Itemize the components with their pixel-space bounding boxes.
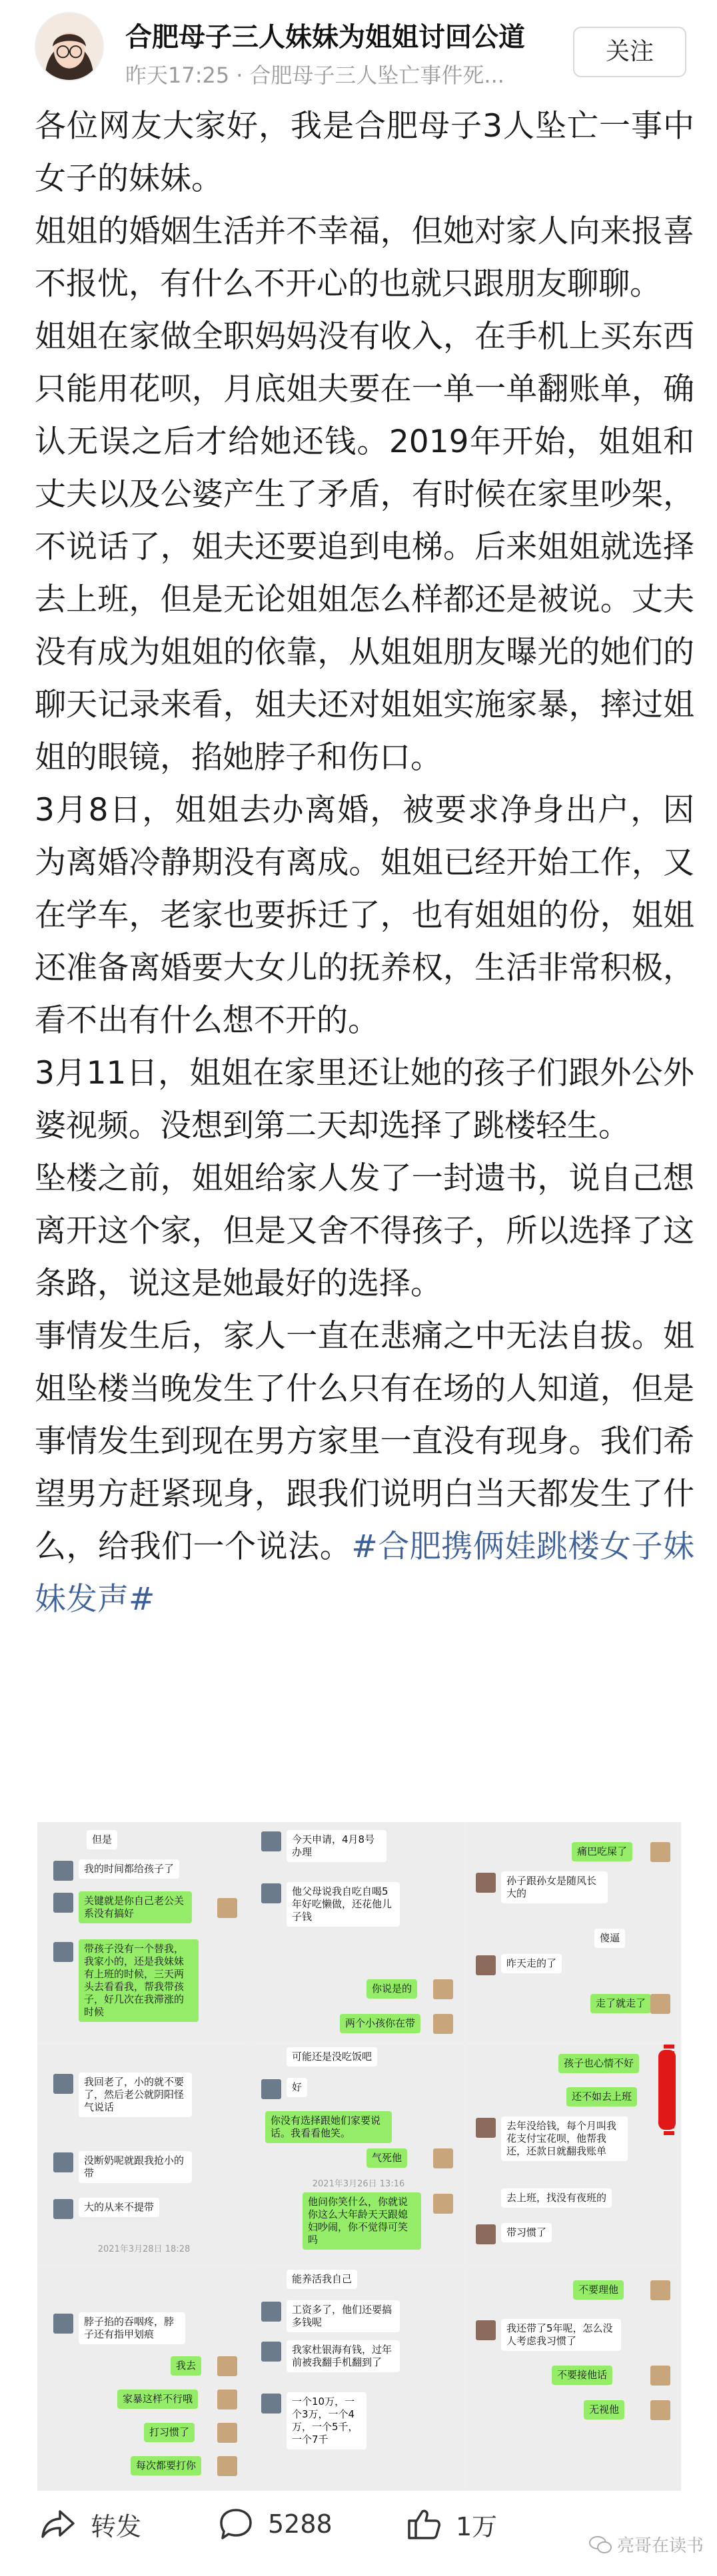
paragraph: 姐姐在家做全职妈妈没有收入，在手机上买东西只能用花呗，月底姐夫要在一单一单翻账单，确认无误之后才给她还钱。2019年开始，姐姐和丈夫以及公婆产生了矛盾，有时候在家里吵架，不说话了，姐夫还要追到电梯。后来姐姐就选择去上班，但是无论姐姐怎么样都还是被说。丈夫没有成为姐姐的依靠，从姐姐朋友曝光的她们的聊天记录来看，姐夫还对姐姐实施家暴，摔过姐姐的眼镜，掐她脖子和伤口。 [35, 318, 694, 776]
chat-timestamp: 2021年3月26日 13:16 [312, 2179, 405, 2189]
chat-bubble: 带习惯了 [501, 2223, 552, 2242]
watermark [589, 2532, 704, 2557]
chat-bubble: 去年没给钱，每个月叫我花支付宝花呗，他帮我还，还款日就翻我账单 [501, 2116, 628, 2161]
chat-avatar [650, 1994, 670, 2014]
chat-avatar [217, 1898, 237, 1918]
chat-avatar [53, 2152, 73, 2172]
chat-bubble: 打习惯了 [144, 2423, 195, 2442]
chat-bubble: 气死他 [366, 2148, 407, 2168]
chat-bubble: 他父母说我自吃自喝5年好吃懒做，还花他儿子钱 [287, 1882, 400, 1927]
paragraph: 各位网友大家好，我是合肥母子3人坠亡一事中女子的妹妹。 [35, 108, 694, 197]
chat-bubble: 傻逼 [594, 1929, 625, 1948]
chat-bubble: 不要理他 [573, 2280, 624, 2300]
chat-panel [466, 1822, 681, 2042]
follow-button[interactable]: 关注 [573, 27, 686, 77]
chat-avatar [53, 1893, 73, 1913]
wechat-icon [589, 2535, 612, 2554]
chat-bubble: 孩子也心情不好 [558, 2054, 639, 2073]
chat-avatar [476, 2320, 496, 2340]
paragraph: 3月11日，姐姐在家里还让她的孩子们跟外公外婆视频。没想到第二天却选择了跳楼轻生。 [35, 1055, 694, 1144]
chat-bubble: 一个10万，一个3万，一个4万，一个5千，一个7千 [287, 2392, 366, 2449]
chat-bubble: 无视他 [584, 2400, 624, 2419]
red-redaction-mark [658, 2050, 676, 2130]
like-button[interactable] [406, 2504, 497, 2544]
chat-avatar [217, 2456, 237, 2476]
chat-bubble: 两个小孩你在带 [340, 2014, 420, 2033]
chat-avatar [433, 2194, 453, 2214]
chat-avatar [261, 2302, 281, 2322]
chat-avatar [650, 2280, 670, 2300]
paragraph: 姐姐的婚姻生活并不幸福，但她对家人向来报喜不报忧，有什么不开心的也就只跟朋友聊聊。 [35, 213, 694, 302]
chat-bubble: 好 [287, 2078, 307, 2097]
meta-separator: · [236, 63, 243, 88]
action-bar [0, 2491, 717, 2576]
repost-button[interactable] [40, 2504, 141, 2544]
repost-label: 转发 [91, 2511, 142, 2541]
chat-bubble: 能养活我自己 [287, 2270, 357, 2289]
chat-bubble: 脖子掐的吞咽疼，脖子还有指甲划痕 [79, 2312, 185, 2344]
chat-avatar [53, 1861, 73, 1881]
paragraph: 坠楼之前，姐姐给家人发了一封遗书，说自己想离开这个家，但是又舍不得孩子，所以选择了这条路，说这是她最好的选择。 [35, 1160, 694, 1302]
chat-bubble: 大的从来不提带 [79, 2198, 159, 2217]
post-title: 合肥母子三人妹妹为姐姐讨回公道 [125, 22, 525, 53]
chat-avatar [433, 2148, 453, 2168]
chat-avatar [476, 2224, 496, 2244]
chat-bubble: 不要接他话 [552, 2366, 612, 2385]
chat-panel [252, 2267, 464, 2491]
paragraph-with-hashtag [35, 1310, 694, 1626]
chat-avatar [261, 1883, 281, 1903]
chat-panel [37, 1822, 249, 2042]
chat-bubble: 工资多了，他们还要搞多钱呢 [287, 2300, 400, 2332]
chat-avatar [53, 2074, 73, 2094]
chat-bubble: 我还带了5年呢，怎么没人考虑我习惯了 [501, 2319, 621, 2351]
chat-bubble: 我的时间都给孩子了 [79, 1859, 179, 1879]
chat-avatar [476, 1873, 496, 1893]
watermark-text: 亮哥在读书 [616, 2536, 704, 2556]
chat-avatar [261, 2342, 281, 2362]
chat-bubble: 关键就是你自己老公关系没有搞好 [79, 1891, 192, 1923]
chat-bubble: 你没有选择跟她们家要说话。我看看他笑。 [265, 2111, 392, 2143]
thumbs-up-icon [406, 2507, 441, 2541]
chat-avatar [261, 1831, 281, 1851]
chat-bubble: 今天申请，4月8号办理 [287, 1830, 386, 1862]
chat-bubble: 我去 [171, 2356, 201, 2376]
post-header [0, 0, 717, 100]
chat-bubble: 可能还是没吃饭吧 [287, 2047, 377, 2067]
chat-avatar [650, 1842, 670, 1862]
chat-panel [466, 2045, 681, 2264]
chat-bubble: 他问你笑什么，你就说你这么大年龄天天跟媳妇吵闹，你不觉得可笑吗 [303, 2192, 421, 2250]
paragraph: 3月8日，姐姐去办离婚，被要求净身出户，因为离婚冷静期没有离成。姐姐已经开始工作，又在学车，老家也要拆迁了，也有姐姐的份，姐姐还准备离婚要大女儿的抚养权，生活非常积极，看不出有什么想不开的。 [35, 792, 694, 1039]
chat-avatar [53, 1942, 73, 1962]
post-source[interactable]: 合肥母子三人坠亡事件死... [249, 63, 504, 88]
chat-panel [252, 1822, 464, 2042]
chat-bubble: 去上班，找没有夜班的 [501, 2188, 612, 2208]
like-count: 1万 [456, 2511, 498, 2541]
chat-avatar [53, 2314, 73, 2334]
chat-avatar [476, 1955, 496, 1975]
chat-bubble: 昨天走的了 [501, 1954, 562, 1973]
comment-count: 5288 [268, 2509, 333, 2539]
chat-panel [37, 2045, 249, 2264]
chat-bubble: 你说是的 [366, 1979, 417, 1999]
chat-avatar [261, 2394, 281, 2414]
chat-bubble: 带孩子没有一个替我，我家小的，还是我妹妹有上班的时候，三天两头去看看我，帮我带孩子，好几次在我滞涨的时候 [79, 1939, 199, 2022]
chat-avatar [53, 2199, 73, 2219]
post-meta [125, 59, 504, 89]
hashtag-link[interactable]: #合肥携俩娃跳楼女子妹妹发声# [35, 1528, 694, 1618]
chat-avatar [650, 2366, 670, 2386]
share-icon [40, 2509, 76, 2539]
comment-icon [219, 2507, 253, 2541]
author-avatar[interactable] [35, 12, 104, 81]
paragraph-text: 事情发生后，家人一直在悲痛之中无法自拔。姐姐坠楼当晚发生了什么只有在场的人知道，但是事情发生到现在男方家里一直没有现身。我们希望男方赶紧现身，跟我们说明白当天都发生了什么，给我们一个说法。 [35, 1318, 694, 1565]
chat-bubble: 孙子跟孙女是随风长大的 [501, 1871, 608, 1903]
chat-screenshot-collage[interactable] [37, 1822, 681, 2491]
chat-panel [37, 2267, 249, 2491]
chat-bubble: 每次都要打你 [131, 2456, 201, 2475]
chat-avatar [217, 2390, 237, 2410]
chat-avatar [217, 2423, 237, 2443]
chat-timestamp: 2021年3月28日 18:28 [97, 2244, 191, 2254]
chat-avatar [650, 2400, 670, 2420]
chat-avatar [217, 2356, 237, 2376]
chat-bubble: 但是 [87, 1830, 117, 1849]
chat-panel [252, 2045, 464, 2264]
chat-bubble: 没断奶呢就跟我抢小的带 [79, 2151, 192, 2183]
chat-bubble: 走了就走了 [590, 1994, 651, 2013]
chat-avatar [433, 2014, 453, 2034]
chat-avatar [261, 2079, 281, 2099]
chat-avatar [476, 2118, 496, 2138]
comment-button[interactable] [219, 2504, 333, 2544]
chat-bubble: 我家杜银海有钱，过年前被我翻手机翻到了 [287, 2340, 400, 2372]
post-time: 昨天17:25 [125, 63, 230, 88]
article-body [35, 100, 694, 1626]
chat-bubble: 痛巴吃屎了 [572, 1842, 632, 1861]
chat-bubble: 家暴这样不行哦 [117, 2390, 198, 2409]
chat-bubble: 我回老了，小的就不要了，然后老公就阴阳怪气说话 [79, 2073, 192, 2117]
chat-avatar [433, 1979, 453, 1999]
chat-panel [466, 2267, 681, 2491]
chat-bubble: 还不如去上班 [566, 2087, 637, 2106]
